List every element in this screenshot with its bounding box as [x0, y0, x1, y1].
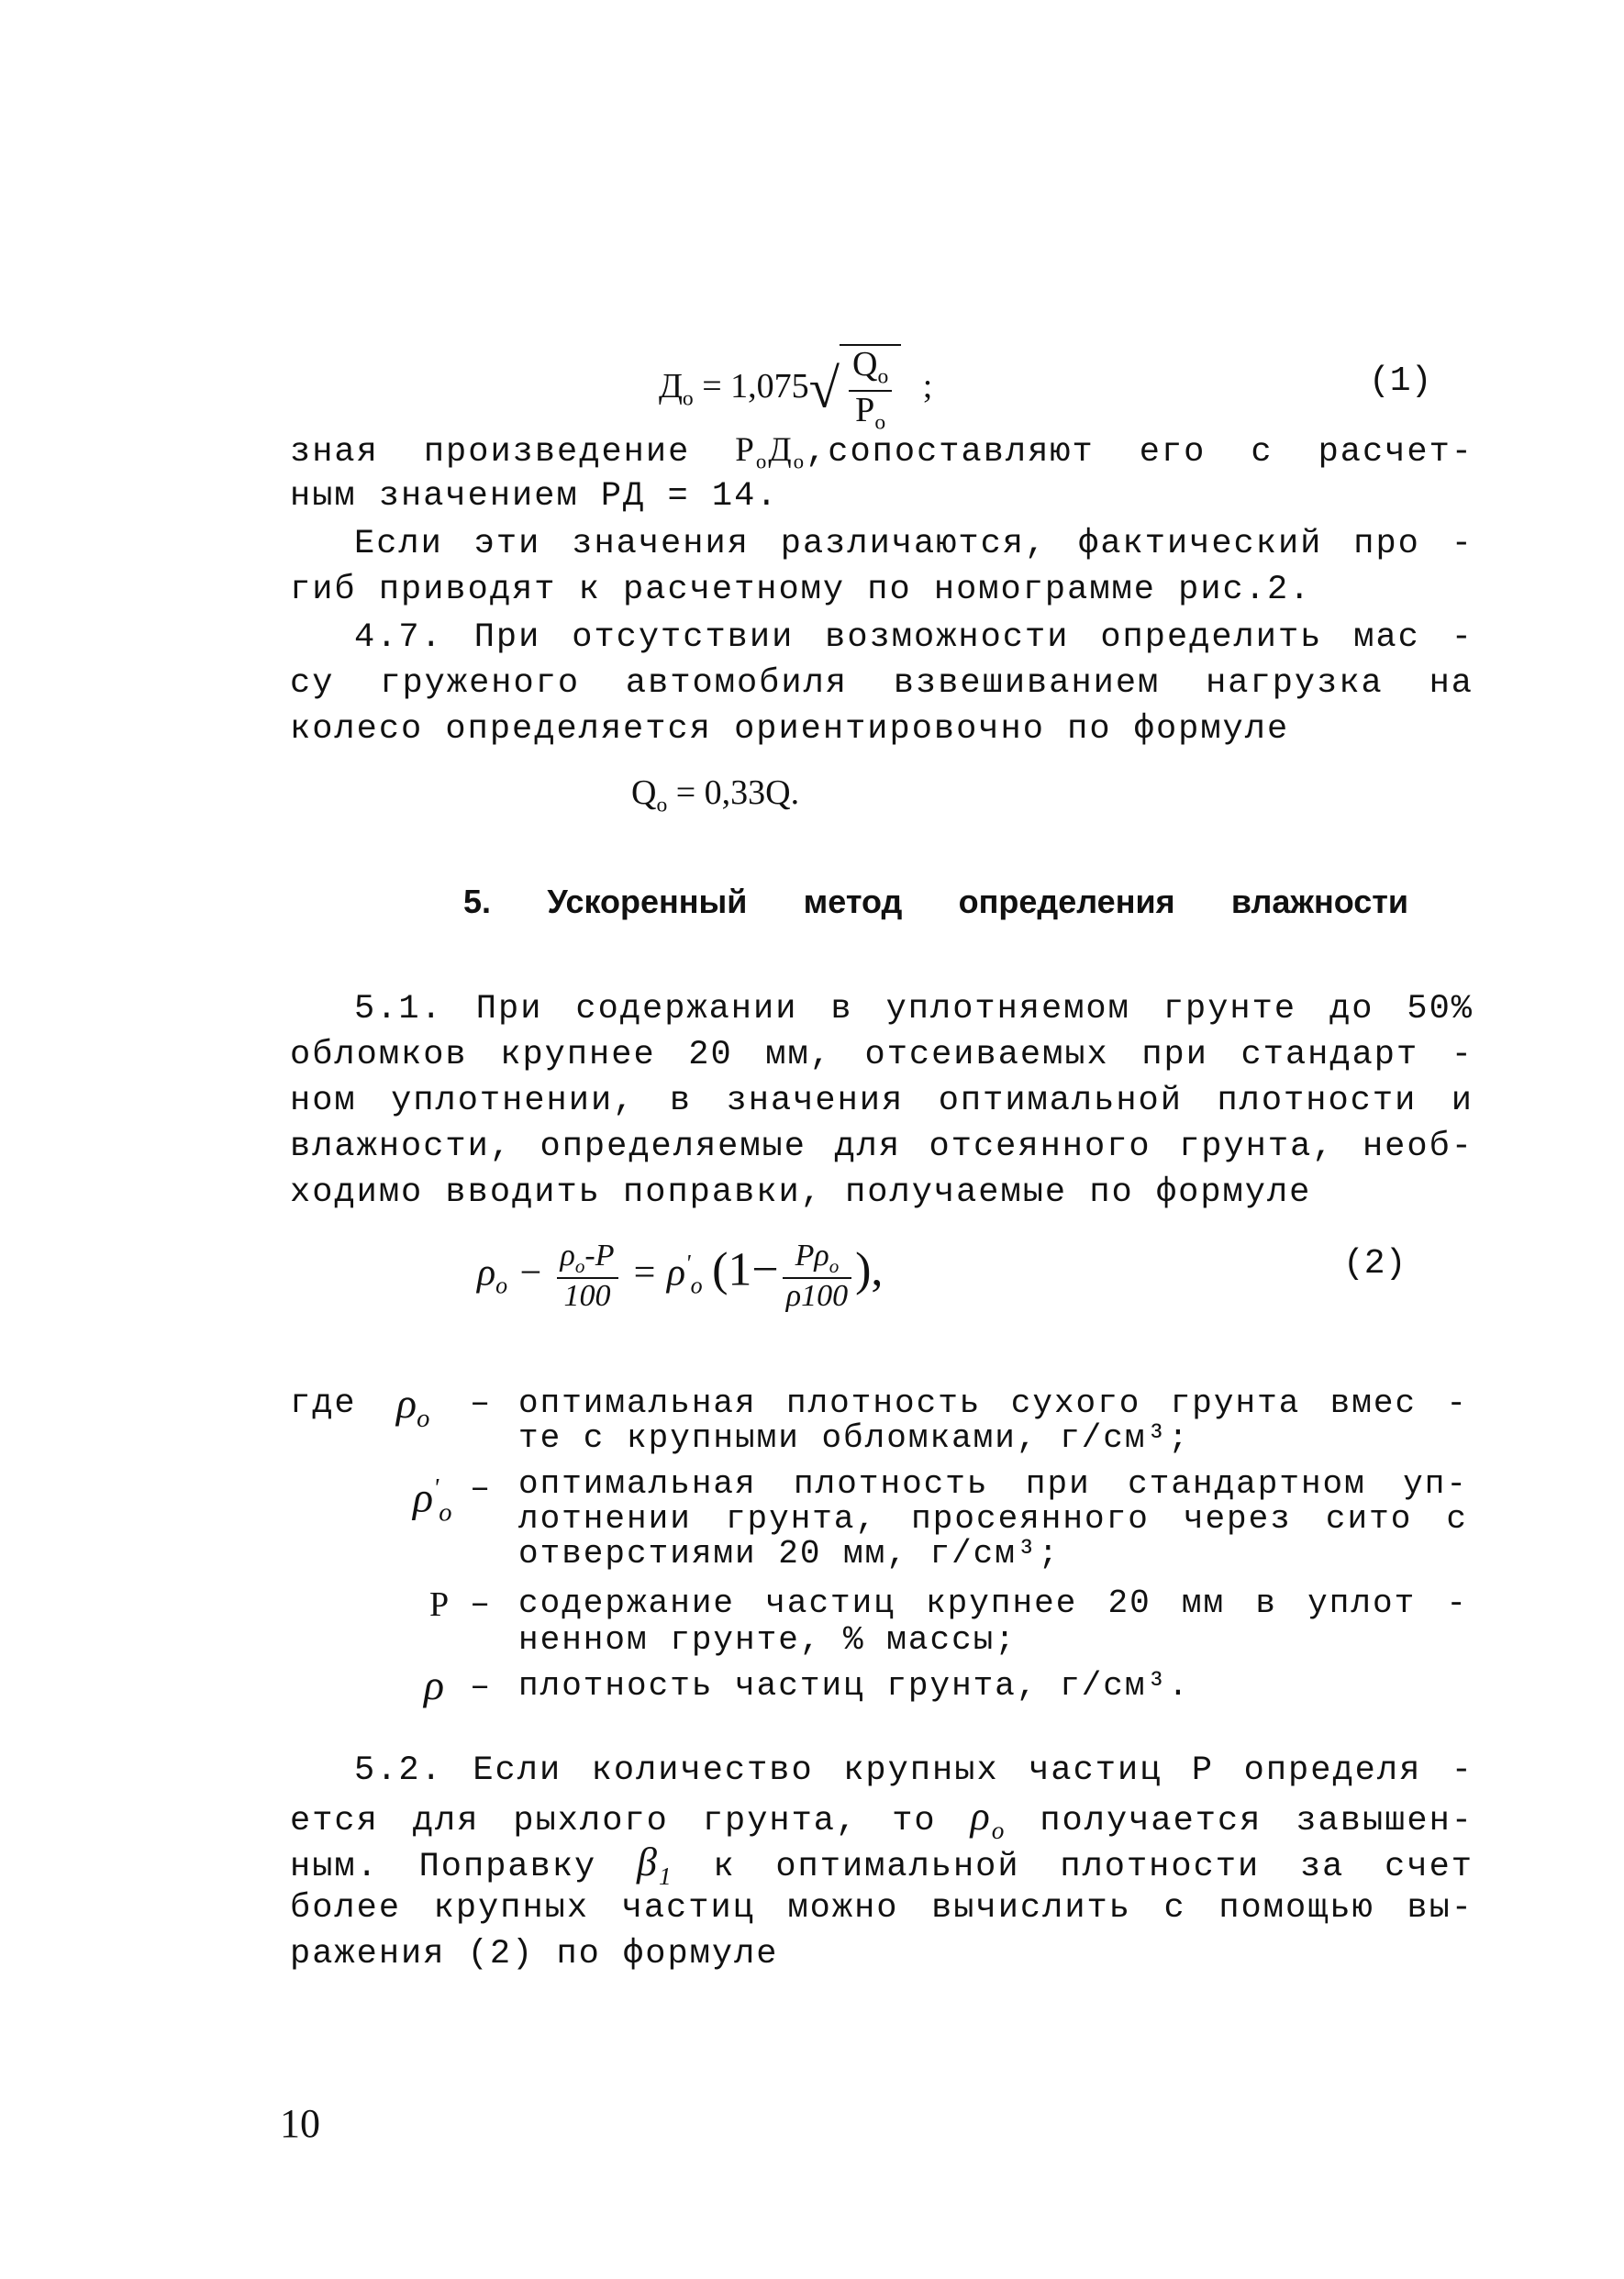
section-heading: 5. Ускоренный метод определения влажности	[463, 883, 1408, 920]
formula-1	[659, 344, 932, 435]
definition-1-line2: те с крупными обломками, г/см³;	[518, 1419, 1190, 1457]
definition-2-line2: лотнении грунта, просеянного через сито с	[518, 1500, 1468, 1538]
formula-1-fraction: $\frac{Q_о}{P_о}$	[849, 346, 892, 435]
definition-2-dash: –	[470, 1470, 491, 1508]
definition-3-line2: ненном грунте, % массы;	[518, 1621, 1017, 1659]
para5-line3: ным. Поправку $\beta_1$ к оптимальной плотности за счет	[290, 1840, 1474, 1890]
formula-2-fraction-1: $\frac{\rho_о-P}{100}$	[557, 1239, 618, 1313]
definition-2-symbol: $\rho'_о$	[413, 1473, 452, 1528]
formula-q: $Q_о = 0,33Q$.	[631, 773, 800, 817]
formula-1-lhs: $Д_о$	[659, 367, 694, 411]
page-number: 10	[280, 2101, 320, 2146]
definition-4-symbol: ρ	[424, 1662, 445, 1708]
definition-4-dash: –	[470, 1668, 491, 1706]
definition-3-symbol: P	[429, 1585, 450, 1624]
definition-2-line3: отверстиями 20 мм, г/см³;	[518, 1535, 1061, 1573]
para3-line1: 4.7. При отсутствии возможности определить мас -	[354, 618, 1474, 657]
para1-line2: ным значением РД = 14.	[290, 477, 779, 516]
definition-1-dash: –	[470, 1384, 491, 1423]
para4-line3: ном уплотнении, в значения оптимальной плотности и	[290, 1082, 1474, 1120]
formula-1-coefficient: = 1,075	[702, 367, 809, 406]
definition-3-dash: –	[470, 1585, 491, 1624]
para2-line2: гиб приводят к расчетному по номограмме рис.2.	[290, 571, 1312, 609]
para5-line5: ражения (2) по формуле	[290, 1935, 779, 1973]
equation-number-2: (2)	[1343, 1244, 1407, 1284]
equation-number-1: (1)	[1369, 361, 1432, 401]
para4-line4: влажности, определяемые для отсеянного грунта, необ-	[290, 1128, 1474, 1166]
sqrt-symbol: √	[808, 358, 840, 420]
para1-line1: зная произведение $P_оД_о,сопоставляют$ его с расчет-	[290, 431, 1474, 473]
definition-2-line1: оптимальная плотность при стандартном уп-	[518, 1465, 1468, 1503]
definition-3-line1: содержание частиц крупнее 20 мм в уплот -	[518, 1584, 1468, 1622]
definitions-where: где	[290, 1384, 357, 1423]
formula-1-end: ;	[922, 367, 933, 406]
formula-2-fraction-2: $\frac{P\rho_о}{\rho 100}$	[783, 1239, 851, 1313]
para4-line1: 5.1. При содержании в уплотняемом грунте до 50%	[354, 990, 1474, 1028]
para4-line5: ходимо вводить поправки, получаемые по формуле	[290, 1173, 1312, 1212]
definition-1-symbol: $\rho_о$	[396, 1380, 430, 1434]
formula-1-radicand	[840, 344, 901, 435]
para2-line1: Если эти значения различаются, фактический про -	[354, 525, 1474, 563]
para4-line2: обломков крупнее 20 мм, отсеиваемых при стандарт -	[290, 1036, 1474, 1074]
para5-line1: 5.2. Если количество крупных частиц Р определя -	[354, 1751, 1474, 1790]
formula-2: $\rho_о$ − $\frac{\rho_о-P}{100}$ = $\rho'_о$ (1− $\frac{P\rho_о}{\rho 100}$ ),	[477, 1239, 884, 1313]
para5-line4: более крупных частиц можно вычислить с помощью вы-	[290, 1889, 1474, 1928]
definition-1-line1: оптимальная плотность сухого грунта вмес -	[518, 1384, 1468, 1422]
para3-line2: су груженого автомобиля взвешиванием нагрузка на	[290, 664, 1474, 703]
para5-line2: ется для рыхлого грунта, то $\rho_о$ получается завышен-	[290, 1794, 1474, 1844]
para3-line3: колесо определяется ориентировочно по формуле	[290, 710, 1290, 749]
definition-4-line1: плотность частиц грунта, г/см³.	[518, 1667, 1190, 1705]
